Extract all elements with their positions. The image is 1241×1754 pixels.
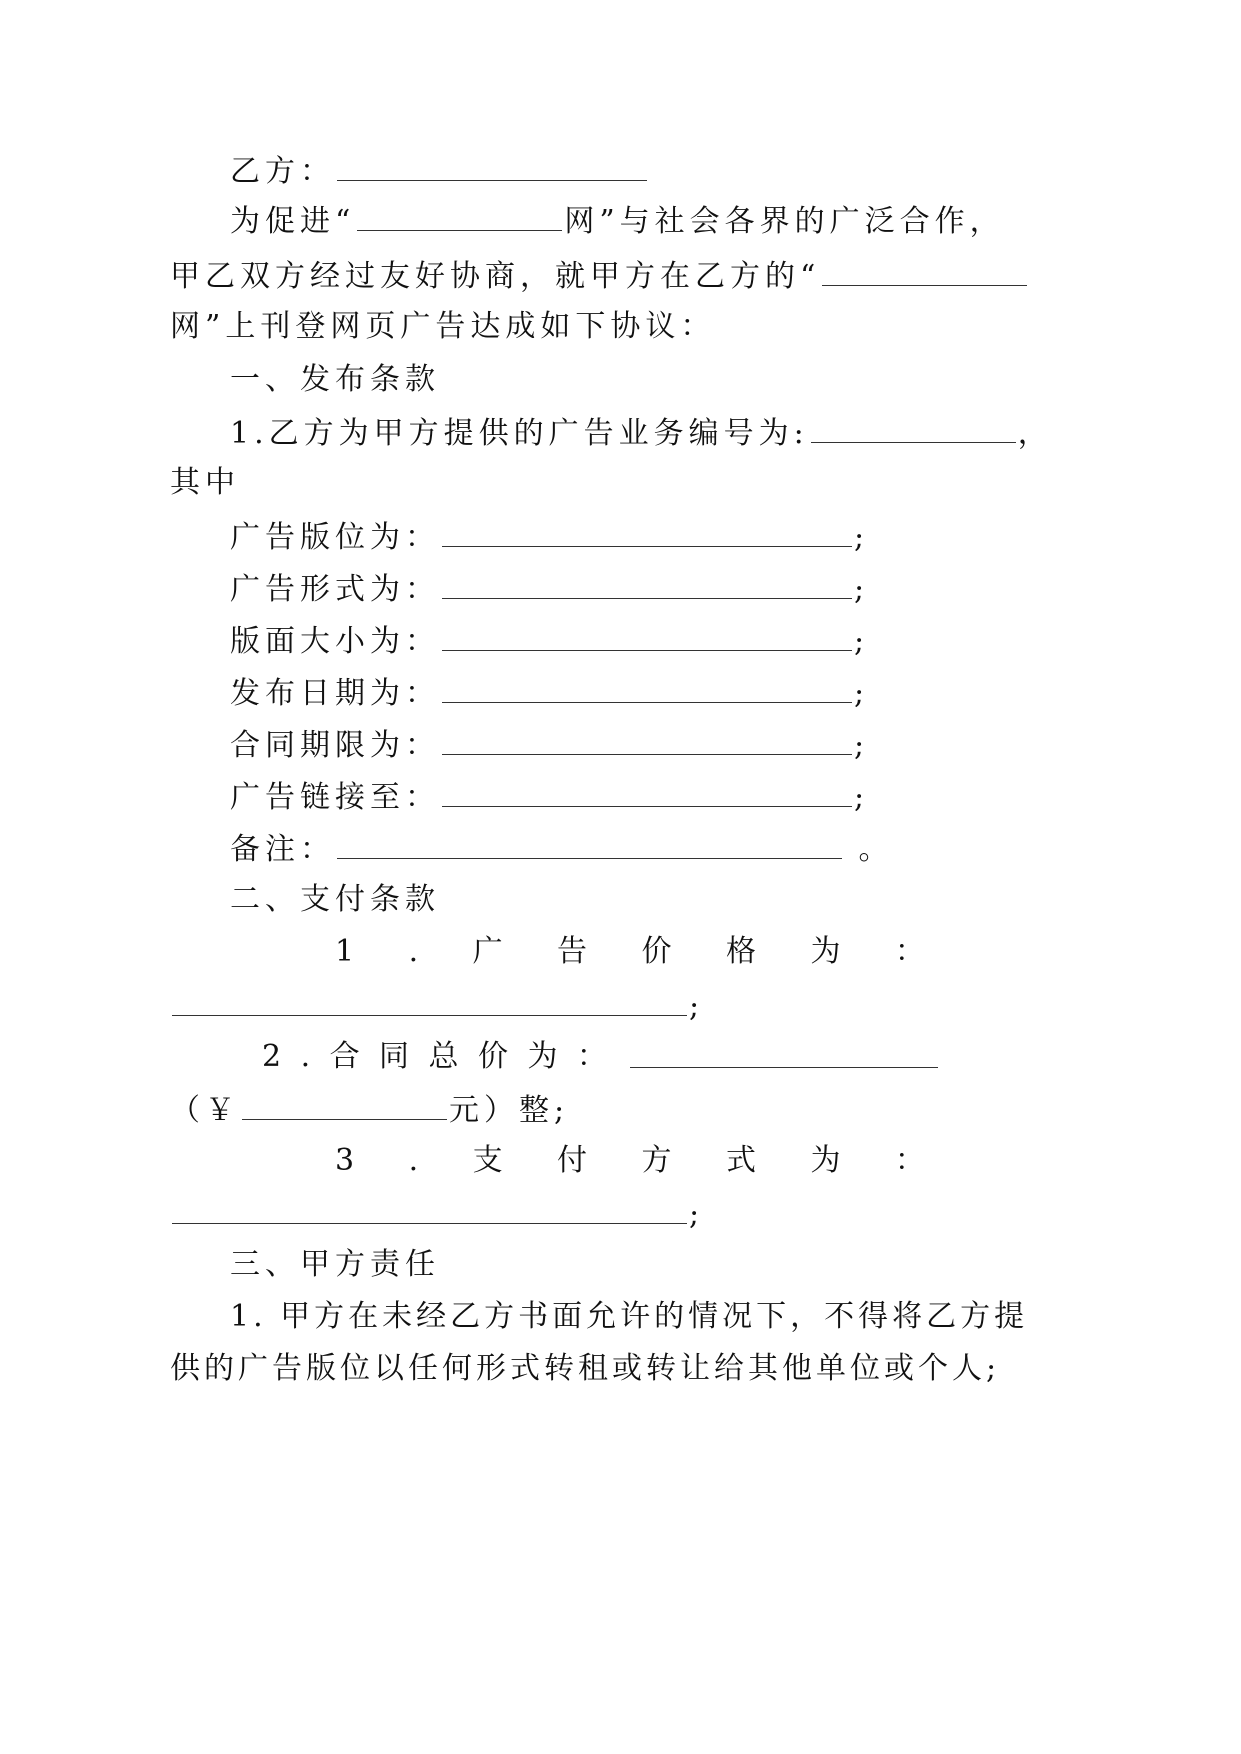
pay-char: . (408, 1143, 419, 1178)
section-1-title-text: 一、发布条款 (230, 362, 440, 397)
price-char: . (408, 934, 419, 969)
section-3-title-text: 三、甲方责任 (230, 1247, 440, 1282)
pay-line (335, 1141, 925, 1181)
price-blank-line (170, 985, 704, 1027)
total-char: 合 (329, 1039, 360, 1074)
remark-blank (337, 828, 842, 859)
party-b-label: 乙方： (230, 154, 335, 189)
intro-text-1b: 网”与社会各界的广泛合作， (564, 204, 1005, 239)
price-char: 1 (335, 934, 355, 969)
pay-char: 方 (641, 1143, 672, 1178)
business-number-blank (811, 412, 1016, 443)
total-amount-blank (242, 1089, 447, 1120)
field-label: 广告形式为： (230, 572, 440, 607)
field-blank (442, 568, 852, 599)
intro-line-2 (170, 255, 1029, 297)
field-label: 版面大小为： (230, 624, 440, 659)
price-char: 告 (557, 934, 588, 969)
field-blank (442, 620, 852, 651)
field-end: ; (854, 572, 870, 607)
field-end: ; (854, 676, 870, 711)
total-char: 价 (477, 1039, 508, 1074)
field-label: 广告链接至： (230, 780, 440, 815)
total-char: 2 (262, 1039, 282, 1074)
total-blank-line (628, 1037, 940, 1079)
field-line-publish-date (230, 672, 869, 714)
field-line-ad-position (230, 516, 869, 558)
price-char: 价 (641, 934, 672, 969)
field-blank (442, 516, 852, 547)
party-b-line (230, 150, 649, 192)
item-1-text: 1.乙方为甲方提供的广告业务编号为: (230, 416, 809, 451)
remark-label: 备注： (230, 832, 335, 867)
pay-char: 式 (725, 1143, 756, 1178)
item-1-end: ， (1017, 416, 1053, 451)
field-end: ; (854, 780, 870, 815)
resp-1-line-1 (230, 1297, 1028, 1337)
item-1-line (230, 412, 1053, 454)
pay-char: ： (894, 1143, 925, 1178)
field-label: 广告版位为： (230, 520, 440, 555)
field-blank (442, 776, 852, 807)
remark-line (230, 828, 894, 870)
total-cont-line (170, 1089, 569, 1131)
field-line-contract-term (230, 724, 869, 766)
intro-text-2a: 甲乙双方经过友好协商，就甲方在乙方的“ (170, 259, 821, 294)
field-line-ad-format (230, 568, 869, 610)
intro-text-1a: 为促进“ (230, 204, 356, 239)
total-char: . (300, 1039, 311, 1074)
price-char: 广 (472, 934, 503, 969)
total-char: 为 (527, 1039, 558, 1074)
total-char: 同 (379, 1039, 410, 1074)
field-line-ad-link (230, 776, 869, 818)
resp-1-line-2 (170, 1349, 1000, 1389)
total-char: ： (576, 1039, 607, 1074)
intro-line-1 (230, 200, 1005, 242)
resp-1-text-1: 1. 甲方在未经乙方书面允许的情况下，不得将乙方提 (230, 1299, 1029, 1334)
pay-blank (172, 1193, 687, 1224)
field-end: ; (854, 728, 870, 763)
field-blank (442, 672, 852, 703)
party-b-blank (337, 150, 647, 181)
price-blank (172, 985, 687, 1016)
item-1-cont-text: 其中 (170, 465, 240, 500)
pay-end: ; (689, 1197, 705, 1232)
field-label: 合同期限为： (230, 728, 440, 763)
intro-line-3 (170, 307, 715, 347)
section-2-title (230, 880, 440, 920)
item-1-cont-line (170, 463, 240, 503)
pay-blank-line (170, 1193, 704, 1235)
website-name-blank-2 (822, 255, 1027, 286)
total-cont-a: （￥ (170, 1093, 240, 1128)
section-3-title (230, 1245, 440, 1285)
price-char: 为 (810, 934, 841, 969)
website-name-blank-1 (357, 200, 562, 231)
section-2-title-text: 二、支付条款 (230, 882, 440, 917)
field-label: 发布日期为： (230, 676, 440, 711)
total-char: 总 (428, 1039, 459, 1074)
resp-1-text-2: 供的广告版位以任何形式转租或转让给其他单位或个人; (170, 1351, 1001, 1386)
pay-char: 付 (557, 1143, 588, 1178)
remark-end: 。 (858, 832, 894, 867)
field-line-layout-size (230, 620, 869, 662)
price-char: ： (894, 934, 925, 969)
pay-char: 3 (335, 1143, 355, 1178)
pay-char: 为 (810, 1143, 841, 1178)
section-1-title (230, 360, 440, 400)
price-line (335, 932, 925, 972)
field-blank (442, 724, 852, 755)
field-end: ; (854, 624, 870, 659)
total-line-labels (262, 1037, 607, 1077)
intro-text-3: 网”上刊登网页广告达成如下协议： (170, 309, 716, 344)
total-price-blank (630, 1037, 938, 1068)
field-end: ; (854, 520, 870, 555)
pay-char: 支 (472, 1143, 503, 1178)
price-end: ; (689, 989, 705, 1024)
price-char: 格 (725, 934, 756, 969)
total-cont-b: 元）整; (449, 1093, 570, 1128)
